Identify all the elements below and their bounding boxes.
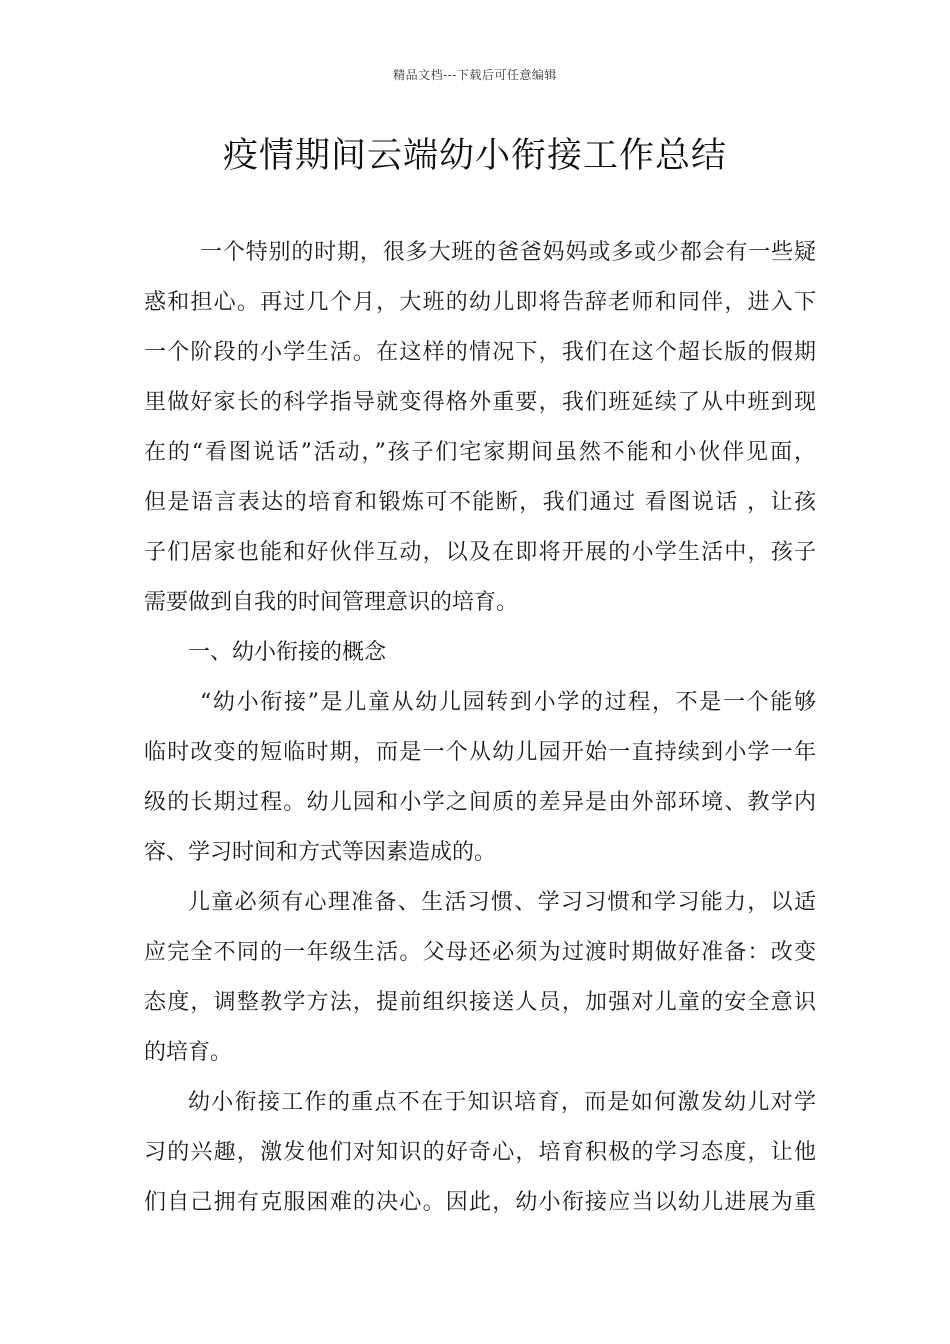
paragraph-line: 习的兴趣，激发他们对知识的好奇心，培育积极的学习态度，让他 [144, 1140, 816, 1165]
paragraph-line: 一个特别的时期，很多大班的爸爸妈妈或多或少都会有一些疑 [200, 240, 816, 265]
paragraph-line: 需要做到自我的时间管理意识的培育。 [144, 590, 519, 615]
document-title: 疫情期间云端幼小衔接工作总结 [222, 136, 727, 176]
section-heading: 一、幼小衔接的概念 [188, 640, 387, 665]
paragraph-line: 态度，调整教学方法，提前组织接送人员，加强对儿童的安全意识 [144, 990, 816, 1015]
paragraph-line: 子们居家也能和好伙伴互动，以及在即将开展的小学生活中，孩子 [144, 540, 816, 565]
document-body [144, 228, 816, 1228]
paragraph-line: 应完全不同的一年级生活。父母还必须为过渡时期做好准备：改变 [144, 940, 816, 965]
paragraph-line: 在的“看图说话”活动，”孩子们宅家期间虽然不能和小伙伴见面， [144, 440, 816, 465]
header-note: 精品文档---下载后可任意编辑 [393, 68, 557, 82]
paragraph-line: 的培育。 [144, 1040, 233, 1065]
paragraph-line: 级的长期过程。幼儿园和小学之间质的差异是由外部环境、教学内 [144, 790, 816, 815]
paragraph-line: 但是语言表达的培育和锻炼可不能断，我们通过 看图说话 ，让孩 [144, 490, 816, 515]
paragraph-line: 惑和担心。再过几个月，大班的幼儿即将告辞老师和同伴，进入下 [144, 290, 816, 315]
paragraph-line: 一个阶段的小学生活。在这样的情况下，我们在这个超长版的假期 [144, 340, 816, 365]
paragraph-line: 容、学习时间和方式等因素造成的。 [144, 840, 497, 865]
paragraph-line: 幼小衔接工作的重点不在于知识培育，而是如何激发幼儿对学 [188, 1090, 816, 1115]
paragraph-line: 儿童必须有心理准备、生活习惯、学习习惯和学习能力，以适 [188, 890, 816, 915]
paragraph-line: 临时改变的短临时期，而是一个从幼儿园开始一直持续到小学一年 [144, 740, 816, 765]
paragraph-line: 里做好家长的科学指导就变得格外重要，我们班延续了从中班到现 [144, 390, 816, 415]
paragraph-line: 们自己拥有克服困难的决心。因此，幼小衔接应当以幼儿进展为重 [144, 1190, 816, 1215]
paragraph-line: “幼小衔接”是儿童从幼儿园转到小学的过程，不是一个能够 [200, 690, 816, 715]
